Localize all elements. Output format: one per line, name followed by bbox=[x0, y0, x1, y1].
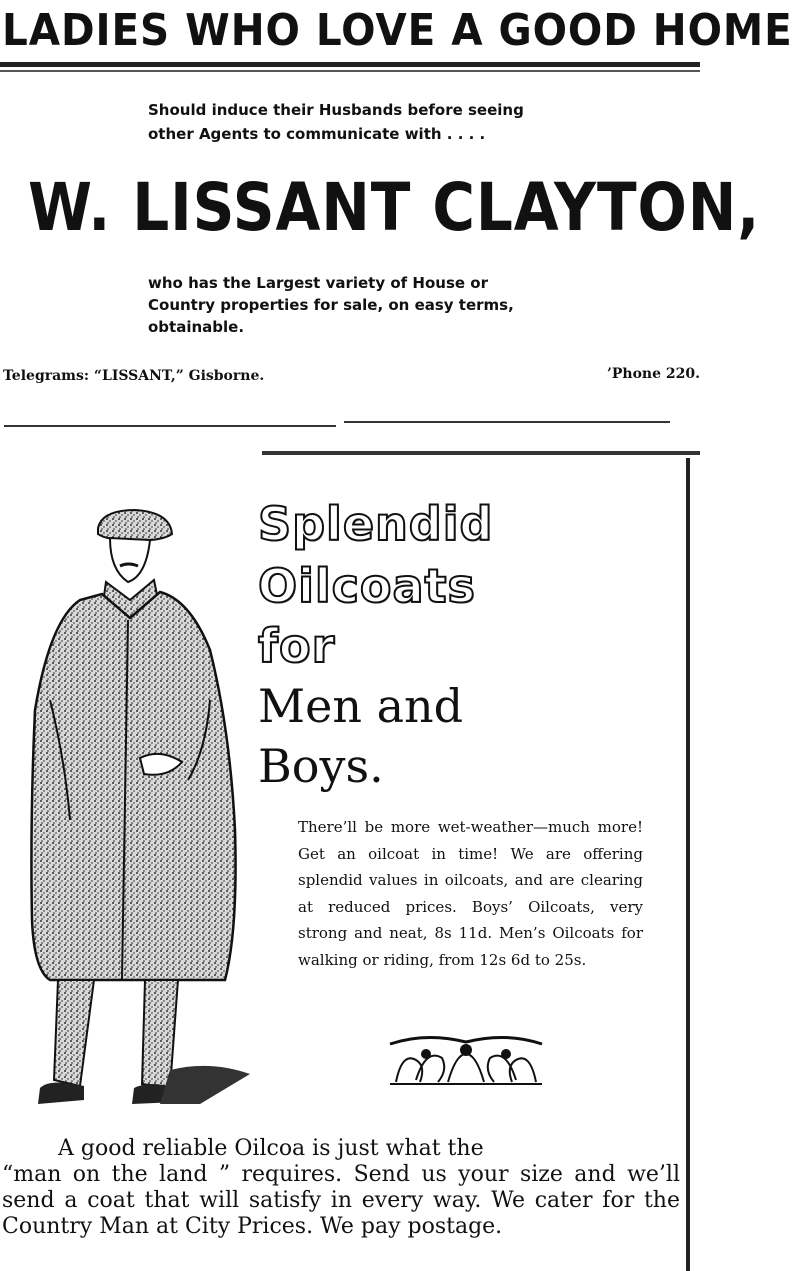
desc-line-3: obtainable. bbox=[148, 318, 245, 336]
oilcoat-title-line-1: Splendid bbox=[258, 497, 494, 551]
headline-rule-thick bbox=[0, 62, 700, 67]
closing-rest: “man on the land ” requires. Send us your size and we’ll send a coat that will satisfy in every way. We cater for the Country Man at City Prices. We pay postage. bbox=[2, 1162, 680, 1239]
intro-text bbox=[148, 98, 568, 146]
oilcoat-title-line-5: Boys. bbox=[258, 739, 384, 793]
intro-line-2: other Agents to communicate with . . . . bbox=[148, 125, 486, 143]
agent-description bbox=[148, 272, 568, 338]
telegrams-address: Telegrams: “LISSANT,” Gisborne. bbox=[3, 368, 265, 384]
oilcoat-title-line-2: Oilcoats bbox=[258, 559, 476, 613]
oilcoat-body-text: There’ll be more wet-weather—much more! Get an oilcoat in time! We are offering splendid values in oilcoats, and are clearing at reduced prices. Boys’ Oilcoats, very strong and neat, 8s 11d. Men’s Oilcoats for walking or riding, from 12s 6d to 25s. bbox=[298, 818, 643, 969]
headline-rule-thin bbox=[0, 70, 700, 72]
man-in-oilcoat-illustration bbox=[10, 500, 255, 1115]
floral-ornament-icon bbox=[386, 1030, 546, 1086]
separator-rule-right bbox=[344, 421, 670, 423]
headline: LADIES WHO LOVE A GOOD HOME bbox=[2, 5, 793, 56]
separator-rule-oilcoat bbox=[262, 451, 700, 455]
closing-paragraph bbox=[2, 1136, 680, 1240]
intro-line-1: Should induce their Husbands before seeing bbox=[148, 101, 524, 119]
desc-line-2: Country properties for sale, on easy terms, bbox=[148, 296, 514, 314]
agent-name: W. LISSANT CLAYTON, bbox=[28, 169, 761, 246]
oilcoat-title-line-4: Men and bbox=[258, 679, 464, 733]
desc-line-1: who has the Largest variety of House or bbox=[148, 274, 488, 292]
oilcoat-title-line-3: for bbox=[258, 619, 336, 673]
column-rule-vertical bbox=[686, 458, 690, 1271]
separator-rule-left bbox=[4, 425, 336, 427]
phone-number: ’Phone 220. bbox=[607, 366, 700, 382]
closing-first-line: A good reliable Oilcoa is just what the bbox=[58, 1136, 484, 1161]
